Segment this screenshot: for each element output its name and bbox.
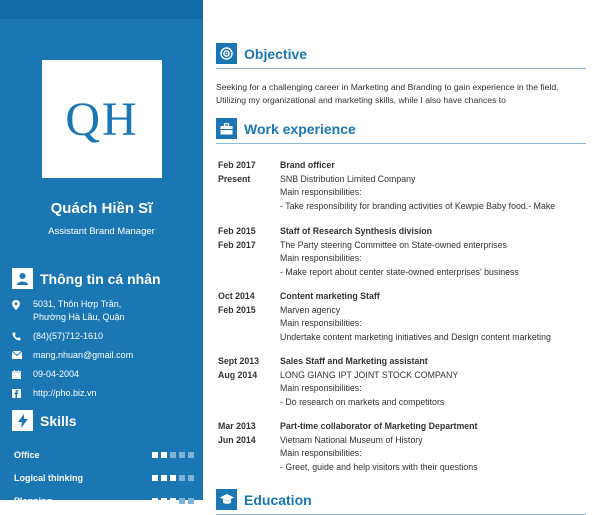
job-responsibilities-label: Main responsibilities: [280,448,362,458]
skill-dot-empty [179,452,185,458]
skills-heading [12,410,77,431]
user-icon [12,268,33,289]
job-dates [218,355,280,409]
skill-dot-filled [161,475,167,481]
job-responsibility-detail: - Do research on markets and competitors [280,396,445,407]
skill-dot-filled [170,498,176,504]
skill-dot-filled [161,452,167,458]
phone-row [12,330,197,343]
skill-dot-filled [152,452,158,458]
profile-title: Assistant Brand Manager [48,226,155,237]
job-entry [218,290,586,344]
job-responsibilities-label: Main responsibilities: [280,318,362,328]
skill-dot-empty [179,498,185,504]
skill-dot-filled [170,475,176,481]
job-end-date: Present [218,173,251,184]
job-company: Marven agency [280,304,341,315]
skill-name: Logical thinking [14,472,83,483]
map-pin-icon [12,298,33,310]
job-end-date: Jun 2014 [218,434,256,445]
job-responsibility-detail: - Greet, guide and help visitors with their questions [280,461,478,472]
job-entry [218,159,586,213]
job-responsibility-detail: - Make report about center state-owned enterprises' business [280,266,519,277]
education-title: Education [244,491,312,508]
skill-dot-empty [179,475,185,481]
job-company: Vietnam National Museum of History [280,434,423,445]
skill-dot-filled [152,475,158,481]
briefcase-icon [216,118,237,139]
job-dates [218,290,280,344]
job-end-date: Feb 2017 [218,239,256,250]
work-title: Work experience [244,120,356,137]
birthday-text: 09-04-2004 [33,369,80,379]
skill-dot-filled [161,498,167,504]
job-end-date: Aug 2014 [218,369,258,380]
objective-text: Seeking for a challenging career in Marketing and Branding to gain experience in the field. Utilizing my organizational and marketing skills, while I also have chances to [216,82,559,105]
objective-heading [216,39,586,69]
job-company: LONG GIANG IPT JOINT STOCK COMPANY [280,369,459,380]
skill-level-dots [152,498,194,504]
sidebar [0,0,203,506]
phone-icon [12,330,33,341]
lightning-icon [12,410,33,431]
address-text [33,298,125,324]
skill-level-dots [152,452,194,458]
job-company: SNB Distribution Limited Company [280,173,416,184]
job-end-date: Feb 2015 [218,304,256,315]
email-text[interactable]: mang.nhuan@gmail.com [33,350,134,360]
work-heading [216,114,586,144]
job-role: Staff of Research Synthesis division [280,226,433,236]
profile-name: Quách Hiền Sĩ [50,200,153,217]
skill-dot-filled [152,498,158,504]
skill-row [14,466,194,489]
envelope-icon [12,349,33,359]
job-start-date: Feb 2015 [218,226,256,236]
phone-text: (84)(57)712-1610 [33,331,104,341]
job-start-date: Sept 2013 [218,356,260,366]
address-line2: Phường Hà Lầu, Quận [33,312,125,322]
job-responsibility-detail: - Take responsibility for branding activities of Kewpie Baby food.- Make [280,200,556,211]
target-icon [216,43,237,64]
job-body [280,225,586,279]
job-entry [218,420,586,474]
website-row [12,387,197,400]
job-start-date: Feb 2017 [218,160,256,170]
avatar-initials: QH [65,92,139,146]
job-company: The Party steering Committee on State-owned enterprises [280,239,507,250]
skill-level-dots [152,475,194,481]
skills-title: Skills [40,412,77,429]
job-start-date: Oct 2014 [218,291,255,301]
main-content [216,0,588,508]
facebook-icon [12,387,33,398]
skill-dot-empty [188,498,194,504]
email-row [12,349,197,362]
job-responsibility-detail: Undertake content marketing initiatives and Design content marketing [280,331,551,342]
job-dates [218,225,280,279]
address-line1: 5031, Thôn Hợp Trần, [33,299,122,309]
job-body [280,290,586,344]
skill-row [14,443,194,466]
graduation-cap-icon [216,489,237,510]
objective-title: Objective [244,45,308,62]
skill-name: Office [14,449,40,460]
personal-info-list [12,298,197,406]
job-body [280,159,586,213]
job-dates [218,420,280,474]
job-responsibilities-label: Main responsibilities: [280,187,362,197]
skill-name: Planning [14,495,52,506]
personal-info-title: Thông tin cá nhân [40,270,161,287]
skill-dot-empty [188,475,194,481]
job-body [280,420,586,474]
personal-info-heading [12,268,161,289]
calendar-icon [12,368,33,379]
job-responsibilities-label: Main responsibilities: [280,253,362,263]
skill-row [14,489,194,512]
education-heading [216,485,586,515]
sidebar-top-strip [0,0,203,19]
job-start-date: Mar 2013 [218,421,256,431]
job-entry [218,355,586,409]
job-role: Content marketing Staff [280,291,380,301]
job-dates [218,159,280,213]
job-entry [218,225,586,279]
skill-dot-empty [170,452,176,458]
job-role: Brand officer [280,160,335,170]
skills-list [14,443,194,512]
skill-dot-empty [188,452,194,458]
job-body [280,355,586,409]
website-text[interactable]: http://pho.biz.vn [33,388,97,398]
avatar [42,60,162,178]
job-responsibilities-label: Main responsibilities: [280,383,362,393]
job-role: Sales Staff and Marketing assistant [280,356,428,366]
address-row [12,298,197,324]
birthday-row [12,368,197,381]
job-role: Part-time collaborator of Marketing Department [280,421,478,431]
